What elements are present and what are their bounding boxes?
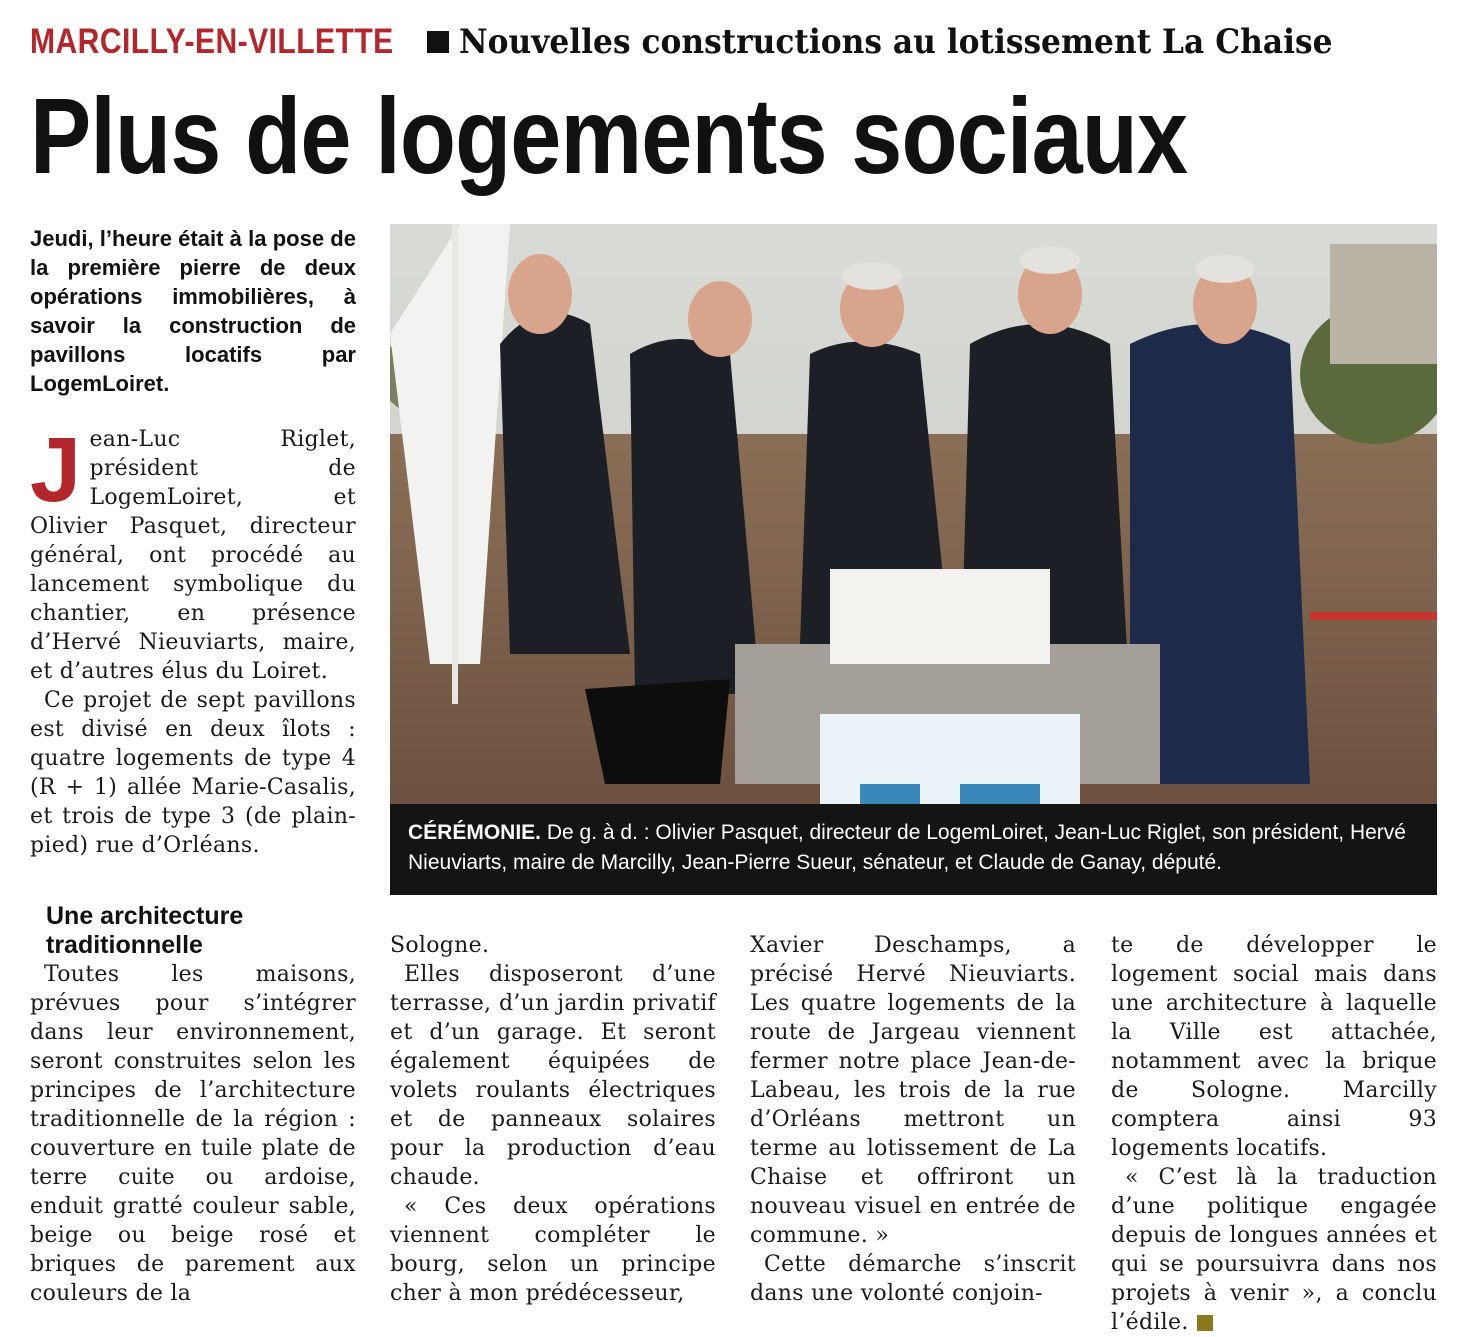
paragraph-project: Ce projet de sept pavillons est divisé en deux îlots : quatre logements de type 4 (R + 1) allée Marie-Casalis, et trois de type 3 (de plain-pied) rue d’Orléans. — [30, 688, 356, 858]
article-column-3 — [750, 931, 1076, 1308]
paragraph-approach: Cette démarche s’inscrit dans une volonté conjoin- — [750, 1252, 1076, 1306]
lead-paragraph: Jeudi, l’heure était à la pose de la première pierre de deux opérations immobilières, à savoir la construction de pavillons locatifs par LogemLoiret. — [30, 226, 356, 396]
kicker-subtitle: Nouvelles constructions au lotissement La Chaise — [458, 22, 1333, 62]
paragraph-architecture: Toutes les maisons, prévues pour s’intégrer dans leur environnement, seront construites selon les principes de l’architecture traditionnelle de la région : couverture en tuile plate de terre cuite ou ardoise, enduit gratté couleur sable, beige ou beige rosé et briques de parement aux couleurs de la — [30, 962, 356, 1306]
photo-caption — [408, 818, 1428, 878]
article-column-2 — [390, 931, 716, 1308]
article-column-1 — [30, 419, 356, 860]
paragraph-conclusion-text: « C’est là la traduction d’une politique engagée depuis de longues années et qui se poursuivra dans nos projets à venir », a conclu l’édile. — [1111, 1165, 1437, 1335]
paragraph-quote-end: Xavier Deschamps, a précisé Hervé Nieuviarts. Les quatre logements de la route de Jargeau viennent fermer notre place Jean-de-Labeau, les trois de la rue d’Orléans mettront un terme au lotissement de La Chaise et offriront un nouveau visuel en entrée de commune. » — [750, 933, 1076, 1248]
caption-label: CÉRÉMONIE. — [408, 821, 542, 844]
paragraph-sologne: Sologne. — [390, 933, 490, 958]
article-column-4 — [1111, 931, 1437, 1337]
ceremony-photo-illustration — [390, 224, 1437, 895]
caption-text: De g. à d. : Olivier Pasquet, directeur de LogemLoiret, Jean-Luc Riglet, son président, Hervé Nieuviarts, maire de Marcilly, Jean-Pierre Sueur, sénateur, et Claude de Ganay, député. — [408, 821, 1406, 874]
article-column-1-lower — [30, 960, 356, 1308]
headline: Plus de logements sociaux — [30, 75, 1188, 196]
subheading: Une architecture traditionnelle — [46, 902, 244, 959]
drop-cap: J — [30, 419, 82, 521]
paragraph-social-housing: te de développer le logement social mais dans une architecture à laquelle la Ville est attachée, notamment avec la brique de Sologne. Marcilly comptera ainsi 93 logements locatifs. — [1111, 933, 1437, 1161]
photo — [390, 224, 1437, 895]
separator-square-icon — [427, 31, 449, 53]
paragraph-intro — [30, 419, 356, 686]
paragraph-intro-text: ean-Luc Riglet, président de LogemLoiret, et Olivier Pasquet, directeur général, ont procédé au lancement symbolique du chantier, en présence d’Hervé Nieuviarts, maire, et d’autres élus du Loiret. — [30, 427, 356, 684]
kicker — [30, 20, 1408, 64]
paragraph-equipment: Elles disposeront d’une terrasse, d’un jardin privatif et d’un garage. Et seront également équipées de volets roulants électriques et de panneaux solaires pour la production d’eau chaude. — [390, 962, 716, 1190]
paragraph-conclusion — [1111, 1163, 1437, 1337]
paragraph-quote-start: « Ces deux opérations viennent compléter le bourg, selon un principe cher à mon prédécesseur, — [390, 1194, 716, 1306]
end-mark-square-icon — [1197, 1315, 1213, 1331]
kicker-place: MARCILLY-EN-VILLETTE — [30, 22, 394, 61]
